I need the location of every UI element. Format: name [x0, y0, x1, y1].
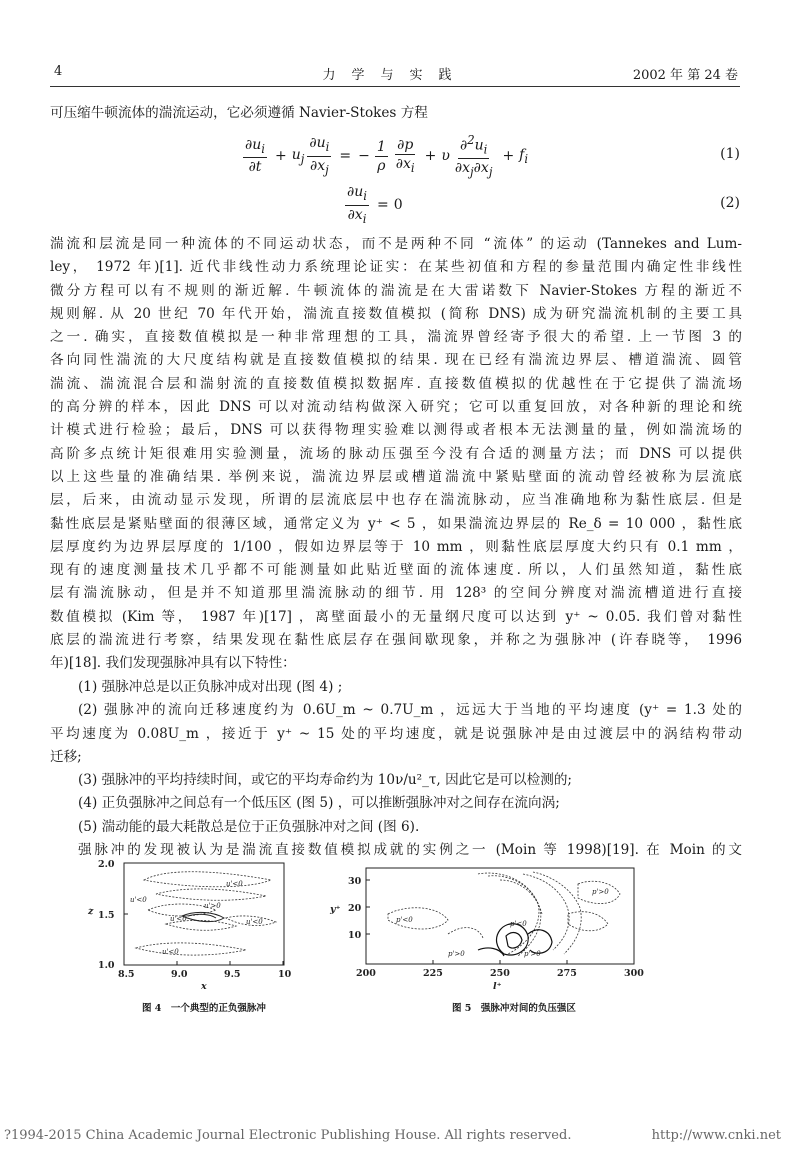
svg-text:p'<0: p'<0 — [396, 916, 413, 924]
x-tick: 250 — [490, 968, 510, 979]
x-tick: 200 — [356, 968, 376, 979]
svg-text:p'>0: p'>0 — [524, 950, 541, 958]
y-tick: 2.0 — [98, 859, 115, 870]
text-line: 数值模拟 (Kim 等， 1987 年)[17] ，离壁面最小的无量纲尺度可以达到 y⁺ ~ 0.05. 我们曾对黏性 — [50, 608, 742, 625]
svg-text:u'<0: u'<0 — [170, 915, 187, 923]
text-line: 规则解. 从 20 世纪 70 年代开始，湍流直接数值模拟 (简称 DNS) 成为研究湍流机制的主要工具 — [50, 305, 742, 322]
text-line: 微分方程可以有不规则的渐近解. 牛顿流体的湍流是在大雷诺数下 Navier-Stokes 方程的渐近不 — [50, 282, 742, 299]
text-line: 计模式进行检验；最后，DNS 可以获得物理实验难以测得或者根本无法测量的量，例如湍流场的 — [50, 422, 742, 439]
page-header — [50, 62, 740, 87]
figure-5-caption: 图 5 强脉冲对间的负压强区 — [452, 1003, 576, 1014]
volume-info: 2002 年 第 24 卷 — [632, 68, 738, 83]
y-tick: 1.0 — [98, 960, 115, 971]
figure-5 — [328, 864, 648, 994]
y-tick: 30 — [348, 876, 362, 887]
text-line: 年)[18]. 我们发现强脉冲具有以下特性： — [50, 655, 296, 672]
text-line: 高阶多点统计矩很难用实验测量，流场的脉动压强至今没有合适的测量方法；而 DNS 可以提供 — [50, 445, 742, 462]
equation-1: $\frac{\partial u_i}{\partial t}$ + $u_j$ $\frac{\partial u_i}{\partial x_j}$ = − $\frac{1}{\rho}$ $\frac{\partial p}{\partial x_i}$ + υ $\frac{\partial^2u_i}{\partial x_j\partial x_j}$ + $f_i$ (1) — [245, 132, 740, 180]
solid-contours — [478, 924, 552, 956]
text-line: 层，后来，由流动显示发现，所谓的层流底层中也存在湍流脉动，应当准确地称为黏性底层. 但是 — [50, 492, 742, 509]
properties-list — [50, 676, 742, 862]
body-paragraph — [50, 233, 742, 676]
equation-number: (1) — [720, 146, 740, 162]
text-line: 层有湍流脉动，但是并不知道那里湍流脉动的细节. 用 128³ 的空间分辨度对湍流槽道进行直接 — [50, 585, 742, 602]
x-tick: 8.5 — [118, 969, 135, 980]
svg-text:p'>0: p'>0 — [592, 888, 609, 896]
x-tick: 9.0 — [171, 969, 188, 980]
list-item: (2) 强脉冲的流向迁移速度约为 0.6U_m ~ 0.7U_m ，远远大于当地的平均速度 (y⁺ = 1.3 处的 — [78, 702, 742, 719]
equation-2: $\frac{\partial u_i}{\partial x_i}$ = 0 (2) — [347, 183, 740, 226]
svg-text:u'<0: u'<0 — [246, 918, 263, 926]
text-line: 层厚度约为边界层厚度的 1/100 ，假如边界层等于 10 mm ，则黏性底层厚度大约只有 0.1 mm ， — [50, 538, 742, 555]
x-tick: 10 — [278, 969, 292, 980]
list-item: (1) 强脉冲总是以正负脉冲成对出现 (图 4) ; — [78, 679, 343, 695]
text-line: 底层的湍流进行考察，结果发现在黏性底层存在强间歇现象，并称之为强脉冲 (许春晓等， 1996 — [50, 632, 742, 649]
x-tick: 300 — [624, 968, 644, 979]
list-item: 迁移; — [50, 748, 82, 765]
text-line: 现有的速度测量技术几乎都不可能测量如此贴近壁面的流体速度. 所以，人们虽然知道，黏性底 — [50, 562, 742, 579]
x-tick: 275 — [557, 968, 577, 979]
figure-4-caption: 图 4 一个典型的正负强脉冲 — [142, 1003, 266, 1014]
x-tick: 9.5 — [224, 969, 241, 980]
list-item: 平均速度为 0.08U_m ，接近于 y⁺ ~ 15 处的平均速度，就是说强脉冲是由过渡层中的涡结构带动 — [50, 725, 742, 742]
x-tick: 225 — [423, 968, 443, 979]
text-line: 湍流、湍流混合层和湍射流的直接数值模拟数据库. 直接数值模拟的优越性在于它提供了湍流场 — [50, 375, 742, 392]
page-number: 4 — [54, 64, 63, 79]
footer-link[interactable]: http://www.cnki.net — [651, 1128, 781, 1143]
svg-text:u'<0: u'<0 — [226, 880, 243, 888]
y-axis-label: z — [88, 906, 94, 917]
svg-text:u'<0: u'<0 — [130, 896, 147, 904]
svg-text:p'<0: p'<0 — [510, 920, 527, 928]
y-tick: 1.5 — [98, 910, 115, 921]
contour-lines — [388, 872, 620, 956]
text-line: ley， 1972 年)[1]. 近代非线性动力系统理论证实：在某些初值和方程的参量范围内确定性非线性 — [50, 259, 742, 276]
text-line: 以上这些量的准确结果. 举例来说，湍流边界层或槽道湍流中紧贴壁面的流动曾经被称为层流底 — [50, 468, 742, 485]
svg-text:p'>0: p'>0 — [448, 950, 465, 958]
contour-lines — [136, 872, 276, 955]
y-tick: 10 — [348, 930, 362, 941]
svg-text:u'>0: u'>0 — [204, 902, 221, 910]
journal-title: 力学与实践 — [322, 68, 468, 83]
svg-text:u'<0: u'<0 — [162, 948, 179, 956]
x-axis-label: x — [201, 981, 207, 992]
figure-4 — [88, 858, 296, 992]
text-line: 之一. 确实，直接数值模拟是一种非常理想的工具，湍流界曾经寄予很大的希望. 上一节图 3 的 — [50, 329, 742, 346]
x-axis-label: l⁺ — [493, 981, 502, 992]
list-item: 强脉冲的发现被认为是湍流直接数值模拟成就的实例之一 (Moin 等 1998)[19]. 在 Moin 的文 — [78, 842, 742, 859]
equation-number: (2) — [720, 195, 740, 211]
y-axis-label: y⁺ — [330, 904, 341, 915]
solid-contours — [182, 912, 224, 921]
list-item: (4) 正负强脉冲之间总有一个低压区 (图 5) ，可以推断强脉冲对之间存在流向涡; — [78, 795, 560, 812]
list-item: (3) 强脉冲的平均持续时间，或它的平均寿命约为 10ν/u²_τ, 因此它是可以检测的; — [78, 772, 572, 789]
text-line: 各向同性湍流的大尺度结构就是直接数值模拟的结果. 现在已经有湍流边界层、槽道湍流、圆管 — [50, 352, 742, 369]
copyright-notice: ?1994-2015 China Academic Journal Electronic Publishing House. All rights reserved. — [4, 1128, 572, 1143]
text-line: 的高分辨的样本，因此 DNS 可以对流动结构做深入研究；它可以重复回放，对各种新的理论和统 — [50, 399, 742, 416]
text-line: 黏性底层是紧贴壁面的很薄区域，通常定义为 y⁺ < 5 ，如果湍流边界层的 Re_δ = 10 000 ，黏性底 — [50, 515, 742, 532]
y-tick: 20 — [348, 903, 362, 914]
text-line: 湍流和层流是同一种流体的不同运动状态，而不是两种不同 “流体” 的运动 (Tannekes and Lum- — [50, 236, 742, 252]
list-item: (5) 湍动能的最大耗散总是位于正负强脉冲对之间 (图 6). — [78, 818, 420, 835]
intro-paragraph: 可压缩牛顿流体的湍流运动，它必须遵循 Navier-Stokes 方程 — [50, 105, 428, 121]
